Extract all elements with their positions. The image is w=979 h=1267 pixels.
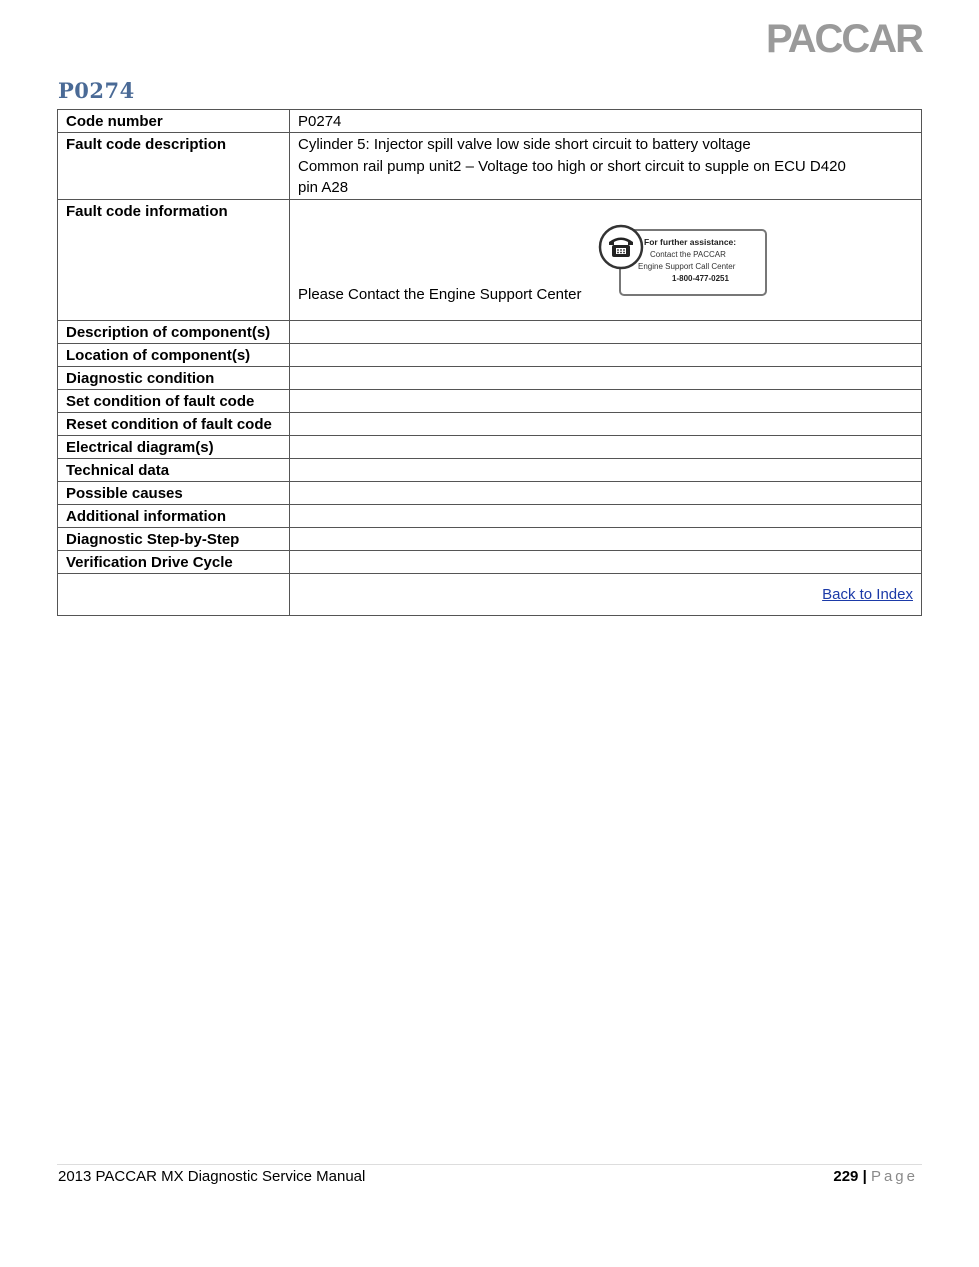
table-row: [58, 435, 922, 458]
contact-text: Please Contact the Engine Support Center: [298, 285, 582, 303]
row-label: Set condition of fault code: [58, 389, 290, 412]
table-row: [58, 366, 922, 389]
table-row: [58, 133, 922, 200]
logo-text: PACCAR: [766, 18, 924, 58]
table-row: [58, 550, 922, 573]
table-row: [58, 343, 922, 366]
row-label: Additional information: [58, 504, 290, 527]
row-label: Possible causes: [58, 481, 290, 504]
fault-code-table: [57, 109, 922, 616]
row-value: [290, 320, 922, 343]
table-row: [58, 320, 922, 343]
footer-manual-title: 2013 PACCAR MX Diagnostic Service Manual: [58, 1168, 366, 1185]
row-label: Fault code information: [58, 199, 290, 320]
row-value: [290, 527, 922, 550]
fault-info-value: [290, 199, 922, 320]
table-row: [58, 389, 922, 412]
row-value: [290, 343, 922, 366]
row-value: [290, 389, 922, 412]
assist-line-2: Contact the PACCAR: [650, 249, 726, 259]
table-row: [58, 412, 922, 435]
description-line: pin A28: [298, 179, 349, 196]
footer-divider: [57, 1164, 922, 1165]
row-label: Code number: [58, 110, 290, 133]
assistance-badge: [598, 223, 772, 297]
row-label: Location of component(s): [58, 343, 290, 366]
back-to-index-link[interactable]: Back to Index: [822, 586, 913, 603]
table-row: [58, 504, 922, 527]
footer-page-info: [833, 1168, 918, 1185]
table-row: [58, 199, 922, 320]
code-number-value: P0274: [290, 110, 922, 133]
row-label: Technical data: [58, 458, 290, 481]
page-title: P0274: [58, 78, 135, 103]
page-separator: |: [862, 1168, 867, 1185]
row-value: [290, 366, 922, 389]
page-number: 229: [833, 1168, 859, 1185]
assist-line-1: For further assistance:: [644, 236, 737, 247]
table-row: [58, 481, 922, 504]
page-word: Page: [870, 1168, 918, 1185]
row-label: Fault code description: [58, 133, 290, 200]
row-label: Diagnostic Step-by-Step: [58, 527, 290, 550]
row-value: [290, 481, 922, 504]
row-value: [290, 458, 922, 481]
paccar-logo: [766, 18, 924, 58]
description-line: Cylinder 5: Injector spill valve low side short circuit to battery voltage: [298, 136, 751, 153]
row-value: [290, 504, 922, 527]
table-row: [58, 110, 922, 133]
row-label: Verification Drive Cycle: [58, 550, 290, 573]
row-label: Electrical diagram(s): [58, 435, 290, 458]
row-value: [290, 412, 922, 435]
row-label: Diagnostic condition: [58, 366, 290, 389]
assist-line-3: Engine Support Call Center: [638, 261, 736, 271]
row-value: [290, 550, 922, 573]
table-row: [58, 527, 922, 550]
fault-description-value: [290, 133, 922, 200]
table-row: [58, 573, 922, 615]
empty-cell: [58, 573, 290, 615]
assist-phone: 1-800-477-0251: [672, 273, 729, 283]
row-label: Description of component(s): [58, 320, 290, 343]
row-label: Reset condition of fault code: [58, 412, 290, 435]
description-line: Common rail pump unit2 – Voltage too high or short circuit to supple on ECU D420: [298, 157, 846, 175]
back-cell: [290, 573, 922, 615]
row-value: [290, 435, 922, 458]
table-row: [58, 458, 922, 481]
